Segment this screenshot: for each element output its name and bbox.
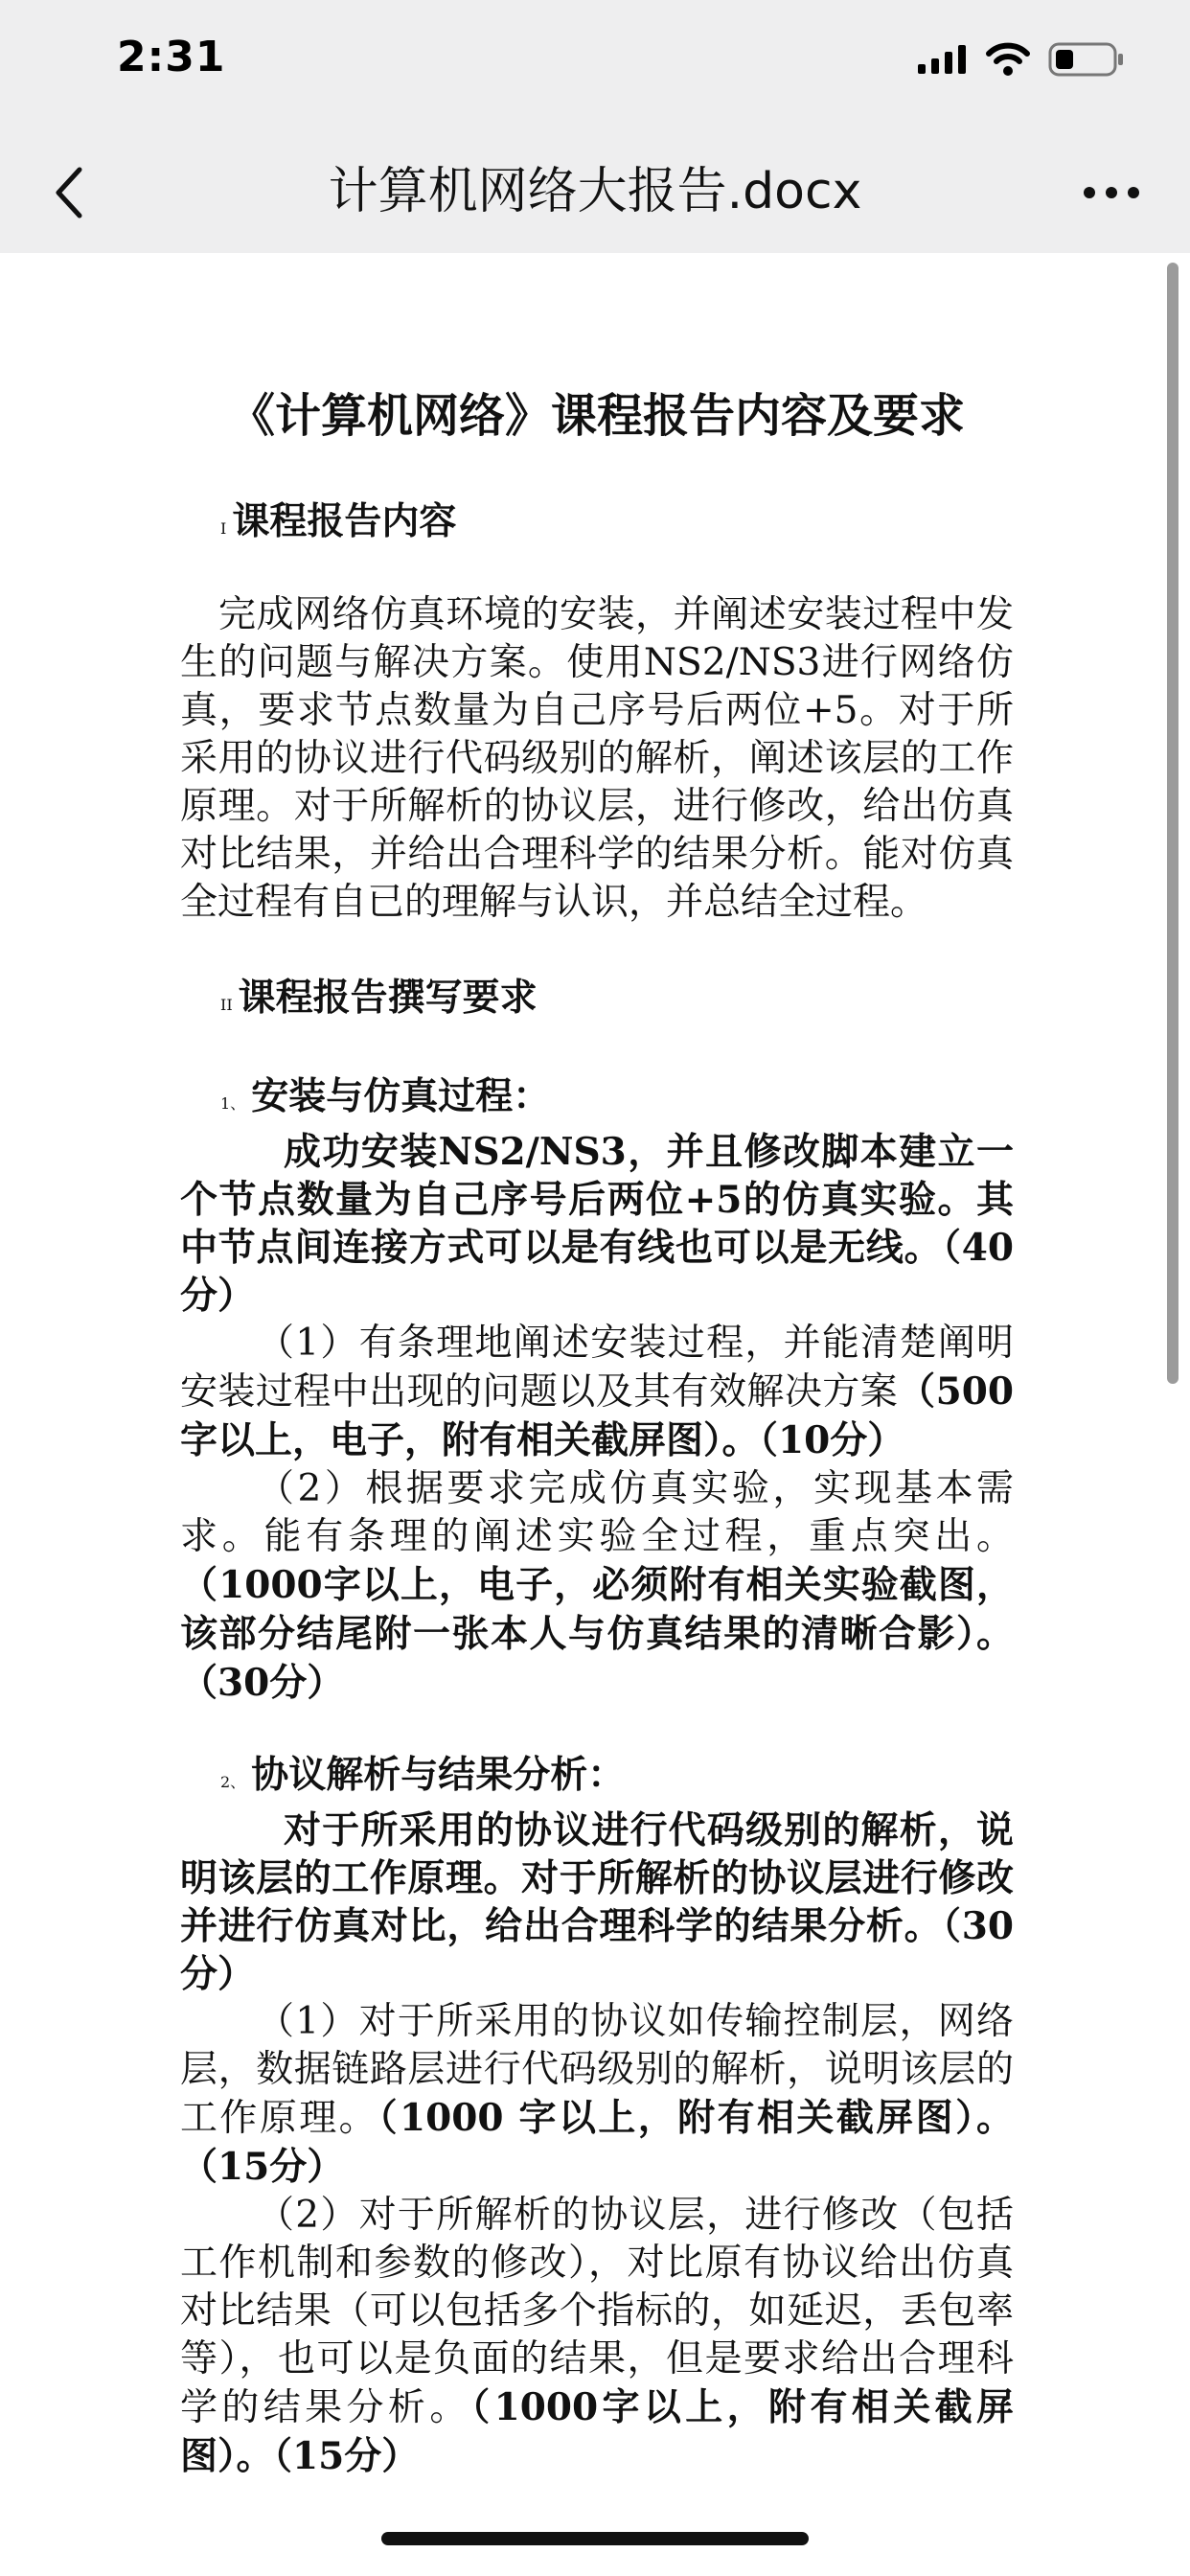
- subsection-heading-text: 协议解析与结果分析：: [251, 1754, 626, 1797]
- chevron-left-icon: [53, 166, 85, 219]
- document-view[interactable]: [0, 253, 1190, 2576]
- paragraph-emphasis: （1000 字以上，附有相关截屏图）。（15分）: [180, 2096, 1014, 2189]
- home-indicator[interactable]: [381, 2532, 809, 2545]
- back-button[interactable]: [40, 159, 98, 226]
- paragraph: 成功安装NS2/NS3，并且修改脚本建立一个节点数量为自己序号后两位+5的仿真实验。其中节点间连接方式可以是有线也可以是无线。（40 分）: [180, 1130, 1014, 1318]
- paragraph: [180, 1320, 1014, 1465]
- paragraph-text: （1）对于所采用的协议如传输控制层，网络层，数据链路层进行代码级别的解析，说明该层的工作原理。: [180, 2000, 1014, 2140]
- section-number: I: [220, 519, 227, 538]
- section-heading-text: 课程报告撰写要求: [238, 977, 538, 1020]
- page-title: 《计算机网络》课程报告内容及要求: [228, 389, 965, 443]
- subsection-number: 1、: [220, 1094, 246, 1113]
- subsection-number: 2、: [220, 1773, 246, 1791]
- document-content: [180, 387, 1014, 2481]
- paragraph-text: （2）对于所解析的协议层，进行修改（包括工作机制和参数的修改），对比原有协议给出仿真对比结果（可以包括多个指标的，如延迟，丢包率等），也可以是负面的结果，但是要求给出合理科学的结果分析。: [180, 2194, 1014, 2429]
- subsection-heading-text: 安装与仿真过程：: [251, 1075, 551, 1118]
- section-heading: [220, 498, 1014, 553]
- paragraph-emphasis: （1000字以上，电子，必须附有相关实验截图，该部分结尾附一张本人与仿真结果的清晰合影）。（30分）: [180, 1563, 1014, 1705]
- section-heading: [220, 975, 1014, 1029]
- paragraph-text: （1）有条理地阐述安装过程，并能清楚阐明安装过程中出现的问题以及其有效解决方案: [180, 1322, 1014, 1414]
- section-number: II: [220, 996, 233, 1014]
- nav-bar: [0, 134, 1190, 253]
- more-button[interactable]: [1075, 159, 1148, 226]
- paragraph: 完成网络仿真环境的安装，并阐述安装过程中发生的问题与解决方案。使用NS2/NS3进行网络仿真，要求节点数量为自己序号后两位+5。对于所采用的协议进行代码级别的解析，阐述该层的工作原理。对于所解析的协议层，进行修改，给出仿真对比结果，并给出合理科学的结果分析。能对仿真全过程有自已的理解与认识，并总结全过程。: [180, 593, 1014, 924]
- paragraph-emphasis: （500 字以上，电子，附有相关截屏图）。（10分）: [180, 1369, 1014, 1462]
- more-horizontal-icon: [1083, 186, 1140, 199]
- paragraph: [180, 1465, 1014, 1708]
- vertical-scrollbar[interactable]: [1167, 263, 1179, 1384]
- paragraph: [180, 2192, 1014, 2481]
- subsection-heading: [220, 1073, 1014, 1128]
- paragraph-text: （2）根据要求完成仿真实验，实现基本需求。能有条理的阐述实验全过程，重点突出。: [180, 1467, 1014, 1558]
- paragraph: [180, 1998, 1014, 2192]
- section-heading-text: 课程报告内容: [232, 500, 457, 543]
- paragraph: 对于所采用的协议进行代码级别的解析，说明该层的工作原理。对于所解析的协议层进行修改并进行仿真对比，给出合理科学的结果分析。（30分）: [180, 1808, 1014, 1996]
- subsection-heading: [220, 1752, 1014, 1806]
- cellular-signal-icon: [918, 43, 968, 80]
- status-icons: [918, 38, 1125, 84]
- status-bar: [0, 0, 1190, 134]
- paragraph-emphasis: （1000字以上，附有相关截屏图）。（15分）: [180, 2385, 1014, 2478]
- document-title-bar: 计算机网络大报告.docx: [328, 163, 862, 220]
- status-time: 2:31: [117, 33, 226, 81]
- wifi-icon: [985, 42, 1031, 80]
- battery-icon: [1048, 41, 1125, 81]
